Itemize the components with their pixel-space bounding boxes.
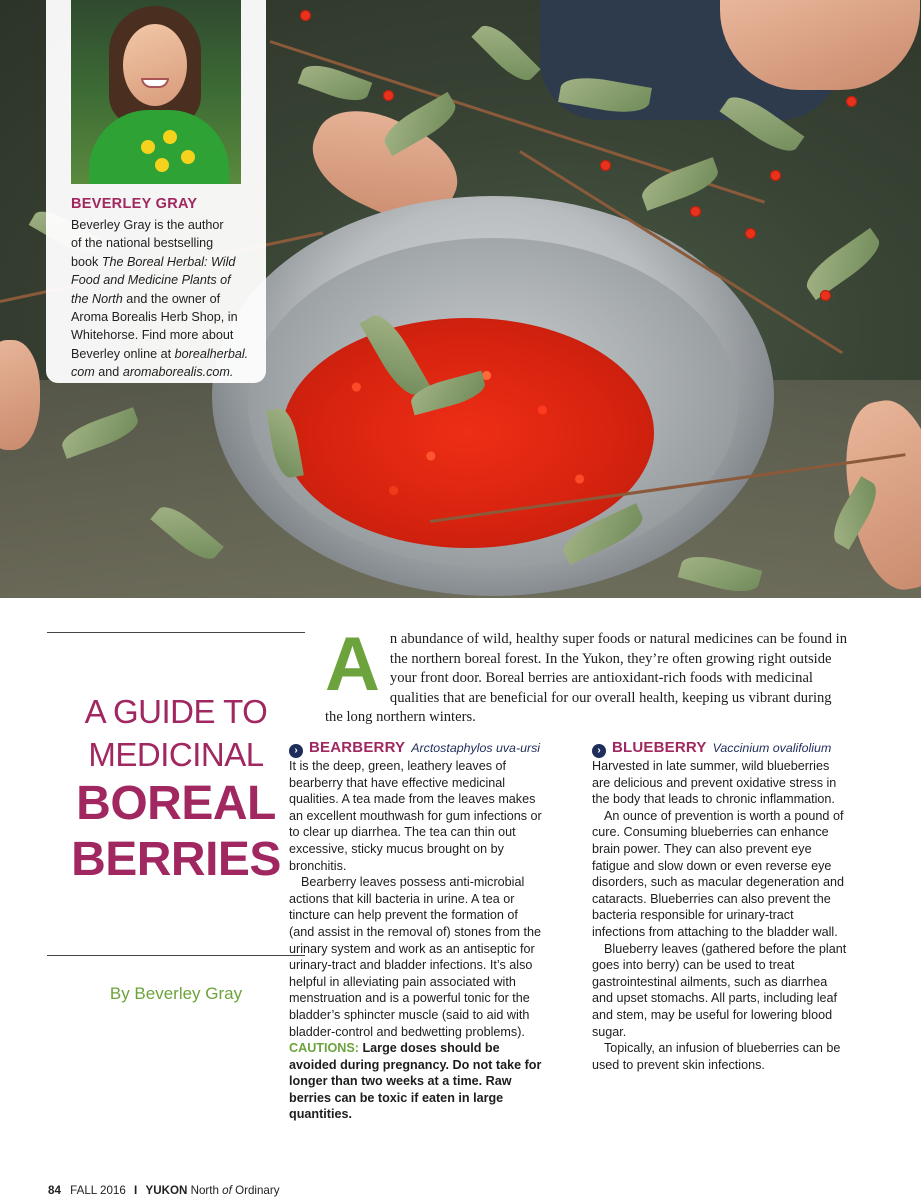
blueberry-paragraph-3: Blueberry leaves (gathered before the plant goes into berry) can be used to treat gastrointestinal ailments, such as diarrhea and upset stomachs. All parts, including leaf and stem, may be useful for lowering blood sugar. bbox=[592, 941, 847, 1039]
blueberry-paragraph-2: An ounce of prevention is worth a pound of cure. Consuming blueberries can enhance brain power. They can also prevent eye fatigue and slow down or even reverse eye disorders, such as macular degeneration and cataracts. Blueberries can also prevent the bacteria responsible for urinary-tract infections from attaching to the bladder wall. bbox=[592, 808, 845, 939]
berry bbox=[600, 160, 611, 171]
bearberry-column bbox=[289, 740, 545, 1123]
author-card bbox=[46, 0, 266, 383]
flower-icon bbox=[181, 150, 195, 164]
author-bio-italic: com bbox=[71, 365, 95, 380]
author-bio-line bbox=[71, 253, 257, 271]
flower-icon bbox=[141, 140, 155, 154]
blueberry-paragraph-1: Harvested in late summer, wild blueberries are delicious and prevent oxidative stress in the body that leads to chronic inflammation. bbox=[592, 759, 837, 807]
drop-cap: A bbox=[325, 622, 380, 707]
berry bbox=[690, 206, 701, 217]
portrait-green-top bbox=[89, 110, 229, 184]
author-bio-italic: Food and Medicine Plants of bbox=[71, 273, 231, 288]
red-berries-pile bbox=[282, 318, 654, 548]
title-line-3: BOREAL bbox=[76, 777, 276, 830]
bearberry-name: BEARBERRY bbox=[309, 739, 406, 756]
author-bio-line bbox=[71, 290, 257, 308]
berry bbox=[770, 170, 781, 181]
magazine-name-italic: of bbox=[222, 1184, 232, 1197]
author-bio-text: Beverley online at bbox=[71, 346, 175, 361]
title-line-1: A GUIDE TO bbox=[84, 693, 268, 730]
cautions-label: CAUTIONS: bbox=[289, 1041, 359, 1056]
author-bio-text: Beverley Gray is the author bbox=[71, 218, 224, 232]
author-bio-line bbox=[71, 234, 257, 252]
author-bio-italic: the North bbox=[71, 291, 123, 306]
chevron-right-circle-icon: › bbox=[592, 744, 606, 758]
author-bio-line bbox=[71, 308, 257, 326]
author-bio-italic: The Boreal Herbal: Wild bbox=[101, 254, 236, 269]
author-bio-text: Aroma Borealis Herb Shop, in bbox=[71, 310, 238, 325]
issue-season: FALL 2016 bbox=[70, 1184, 126, 1197]
author-bio-text: of the national bestselling bbox=[71, 236, 214, 251]
title-line-2: MEDICINAL bbox=[88, 736, 264, 773]
berry bbox=[745, 228, 756, 239]
magazine-name-bold: YUKON bbox=[145, 1184, 188, 1197]
byline: By Beverley Gray bbox=[109, 984, 243, 1003]
blueberry-heading bbox=[592, 740, 848, 757]
leaf bbox=[298, 59, 373, 107]
author-bio-italic: borealherbal. bbox=[174, 346, 249, 361]
berry bbox=[383, 90, 394, 101]
author-bio-text: and the owner of bbox=[122, 291, 221, 306]
cautions-text: Large doses should be avoided during pregnancy. Do not take for longer than two weeks at a time. Raw berries can be toxic if eaten in large quantities. bbox=[289, 1041, 542, 1122]
title-top-rule bbox=[47, 632, 305, 633]
author-bio-text: and bbox=[94, 365, 123, 380]
flower-icon bbox=[155, 158, 169, 172]
author-bio-line bbox=[71, 345, 257, 363]
intro-paragraph bbox=[325, 622, 849, 728]
author-bio-line bbox=[71, 271, 257, 289]
leaf bbox=[471, 18, 540, 87]
author-bio-italic: aromaborealis.com. bbox=[122, 365, 234, 380]
author-bio bbox=[71, 216, 257, 382]
intro-text: n abundance of wild, healthy super foods or natural medicines can be found in the northern boreal forest. In the Yukon, they’re often growing right outside your front door. Boreal berries are antioxidant-rich foods with medicinal qualities that are beneficial for our overall health, keeping us vibrant during the long northern winters. bbox=[325, 631, 848, 726]
leaf bbox=[800, 228, 887, 300]
blueberry-paragraph-4: Topically, an infusion of blueberries can be used to prevent skin infections. bbox=[592, 1041, 841, 1072]
author-portrait bbox=[71, 0, 241, 184]
berry bbox=[846, 96, 857, 107]
author-bio-text: Whitehorse. Find more about bbox=[71, 328, 234, 343]
magazine-name-end: Ordinary bbox=[231, 1184, 280, 1197]
portrait-face bbox=[123, 24, 187, 106]
blueberry-name: BLUEBERRY bbox=[612, 739, 707, 756]
blueberry-column bbox=[592, 740, 848, 1073]
bearberry-heading bbox=[289, 740, 545, 757]
author-bio-line bbox=[71, 363, 257, 381]
berry bbox=[300, 10, 311, 21]
magazine-name-rest: North bbox=[187, 1184, 223, 1197]
bearberry-paragraph-1: It is the deep, green, leathery leaves of bearberry that have effective medicinal qualities. A tea made from the leaves makes an excellent mouthwash for gum infections or to clear up diarrhea. The tea can thin out excessive, sticky mucus brought on by bronchitis. bbox=[289, 759, 542, 873]
flower-icon bbox=[163, 130, 177, 144]
berry bbox=[820, 290, 831, 301]
bearberry-paragraph-2: Bearberry leaves possess anti-microbial actions that kill bacteria in urine. A tea or tincture can help prevent the formation of (and assist in the removal of) stones from the urinary system and work as an antiseptic for urinary-tract and bladder infections. It’s also helpful in alleviating pain associated with menstruation and is a powerful tonic for the bladder’s sphincter muscle (said to aid with bladder-control and bedwetting problems). bbox=[289, 875, 541, 1039]
blueberry-latin: Vaccinium ovalifolium bbox=[712, 741, 832, 755]
title-bottom-rule bbox=[47, 955, 305, 956]
bearberry-cautions bbox=[289, 1040, 545, 1123]
page-footer bbox=[48, 1184, 280, 1197]
bearberry-latin: Arctostaphylos uva-ursi bbox=[411, 741, 541, 755]
title-line-4: BERRIES bbox=[71, 833, 281, 886]
page-number: 84 bbox=[48, 1184, 61, 1197]
article-title bbox=[47, 690, 305, 888]
footer-separator: I bbox=[134, 1184, 138, 1197]
chevron-right-circle-icon: › bbox=[289, 744, 303, 758]
author-bio-line bbox=[71, 216, 257, 234]
author-bio-text: book bbox=[71, 254, 102, 269]
author-name: BEVERLEY GRAY bbox=[71, 196, 198, 212]
author-bio-line bbox=[71, 326, 257, 344]
